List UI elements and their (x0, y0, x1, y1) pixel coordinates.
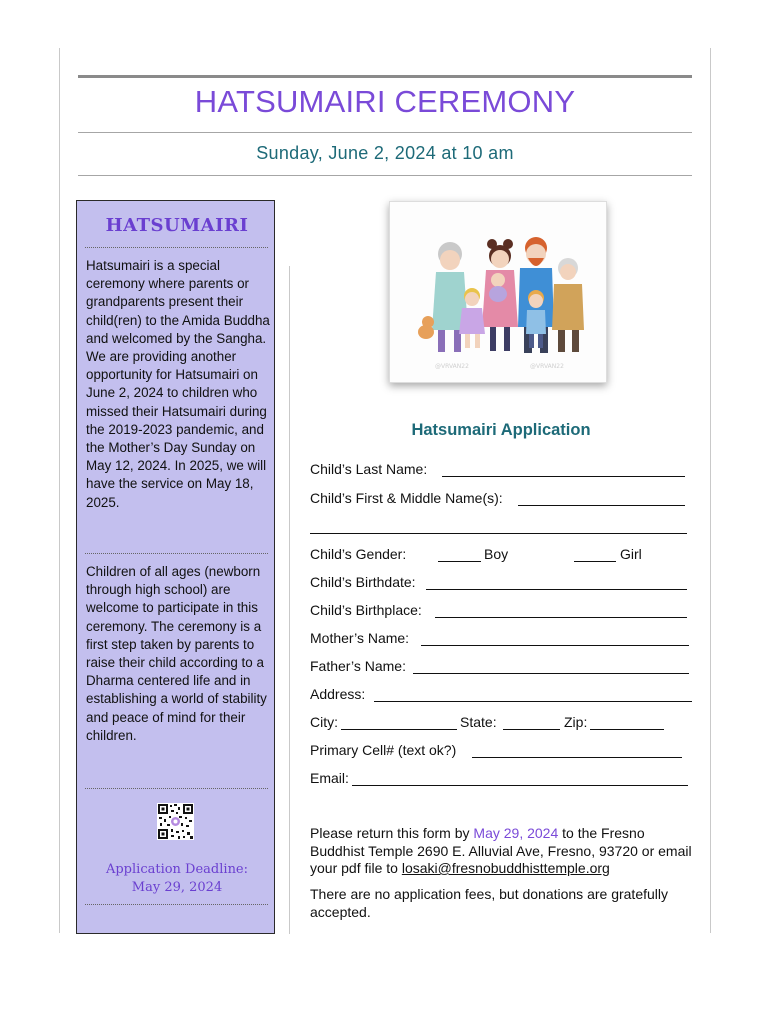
boy-label: Boy (484, 546, 509, 562)
cell-line[interactable] (472, 757, 682, 758)
column-divider (289, 266, 290, 934)
info-sidebar (76, 200, 275, 934)
mother-name-field (310, 630, 695, 646)
zip-line[interactable] (590, 729, 664, 730)
svg-text:@VRVAN22: @VRVAN22 (435, 363, 469, 370)
first-middle-name-label: Child’s First & Middle Name(s): (310, 490, 503, 506)
address-field (310, 686, 695, 702)
sidebar-divider (85, 553, 268, 554)
sidebar-description: Hatsumairi is a special ceremony where parents or grandparents present their child(ren) to the Amida Buddha and welcomed by the Sangha. We are providing another opportunity for Hatsumairi on June 2, 2024 to children who missed their Hatsumairi during the 2019-2023 pandemic, and the Mother’s Day Sunday on May 12, 2024. In 2025, we will have the service on May 18, 2025. (86, 258, 270, 510)
sidebar-heading: HATSUMAIRI (105, 215, 249, 236)
cell-label: Primary Cell# (text ok?) (310, 742, 457, 758)
return-deadline: May 29, 2024 (473, 825, 559, 841)
header-divider (78, 132, 692, 133)
mother-name-label: Mother’s Name: (310, 630, 410, 646)
father-name-line[interactable] (413, 673, 689, 674)
return-text-before: Please return this form by (310, 825, 474, 841)
qr-code-icon (157, 803, 194, 840)
boy-checkbox-line[interactable] (438, 561, 481, 562)
temple-email-link[interactable]: losaki@fresnobuddhisttemple.org (401, 860, 610, 876)
first-middle-name-line[interactable] (518, 505, 685, 506)
sidebar-eligibility: Children of all ages (newborn through high school) are welcome to participate in this ceremony. The ceremony is a first step taken by parents to raise their child according to a Dharma centered life and in establishing a world of stability and peace of mind for their children. (86, 564, 267, 743)
sidebar-divider (85, 788, 268, 789)
email-label: Email: (310, 770, 349, 786)
page-title: HATSUMAIRI CEREMONY (194, 84, 576, 119)
girl-checkbox-line[interactable] (574, 561, 616, 562)
birthplace-label: Child’s Birthplace: (310, 602, 422, 618)
city-line[interactable] (341, 729, 457, 730)
mother-name-line[interactable] (421, 645, 689, 646)
sidebar-divider (85, 247, 268, 248)
application-title: Hatsumairi Application (411, 421, 591, 439)
deadline-label: Application Deadline: (105, 862, 249, 877)
deadline-date: May 29, 2024 (131, 880, 223, 895)
father-name-label: Father’s Name: (310, 658, 406, 674)
first-middle-name-field (310, 490, 695, 506)
state-line[interactable] (503, 729, 560, 730)
state-label: State: (460, 714, 497, 730)
father-name-field (310, 658, 695, 674)
event-date: Sunday, June 2, 2024 at 10 am (256, 143, 514, 163)
zip-label: Zip: (564, 714, 588, 730)
family-illustration (389, 201, 607, 383)
address-label: Address: (310, 686, 366, 702)
cell-field (310, 742, 695, 758)
birthdate-line[interactable] (426, 589, 687, 590)
fees-note: There are no application fees, but donations are gratefully accepted. (310, 886, 669, 920)
last-name-field (310, 461, 695, 477)
email-line[interactable] (352, 785, 688, 786)
birthplace-line[interactable] (435, 617, 687, 618)
birthplace-field (310, 602, 695, 618)
application-deadline (87, 861, 267, 897)
svg-text:@VRVAN22: @VRVAN22 (530, 363, 564, 370)
return-instructions (310, 825, 695, 878)
return-text-after: to the Fresno Buddhist Temple 2690 E. Alluvial Ave, Fresno, 93720 or email your pdf file to (310, 825, 692, 876)
last-name-line[interactable] (442, 476, 685, 477)
page-border-right (710, 48, 711, 933)
last-name-label: Child’s Last Name: (310, 461, 428, 477)
address-line[interactable] (374, 701, 692, 702)
birthdate-field (310, 574, 695, 590)
sidebar-divider (85, 904, 268, 905)
first-middle-name-line-2[interactable] (310, 533, 687, 534)
girl-label: Girl (620, 546, 642, 562)
email-field (310, 770, 695, 786)
header-divider-bottom (78, 175, 692, 176)
page-border-left (59, 48, 60, 933)
city-label: City: (310, 714, 338, 730)
header-top-bar (78, 75, 692, 78)
birthdate-label: Child’s Birthdate: (310, 574, 416, 590)
gender-label: Child’s Gender: (310, 546, 407, 562)
